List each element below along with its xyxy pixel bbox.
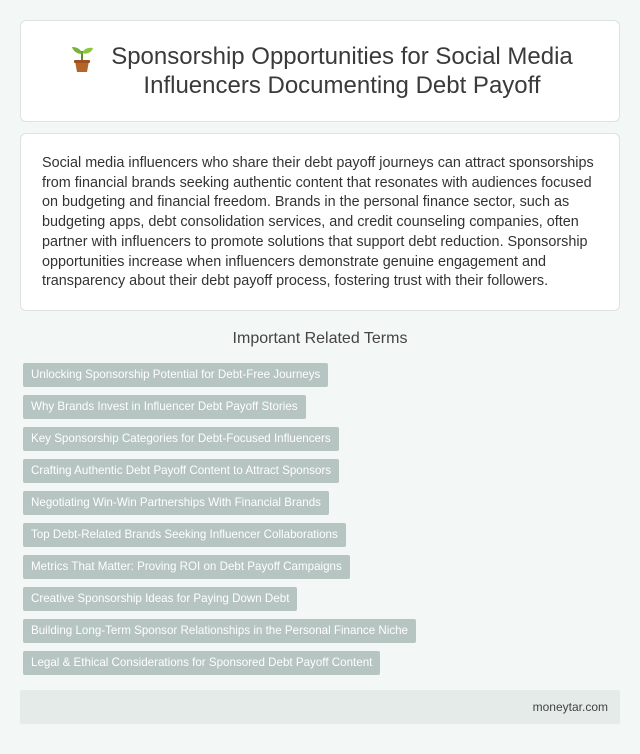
related-term-link[interactable]: Legal & Ethical Considerations for Sponsored Debt Payoff Content [23, 651, 380, 675]
related-term-link[interactable]: Creative Sponsorship Ideas for Paying Down Debt [23, 587, 297, 611]
related-term-link[interactable]: Key Sponsorship Categories for Debt-Focused Influencers [23, 427, 339, 451]
description-text: Social media influencers who share their debt payoff journeys can attract sponsorships from financial brands seeking authentic content that resonates with audiences focused on budgeting and financial freedom. Brands in the personal finance sector, such as budgeting apps, debt consolidation services, and credit counseling companies, often partner with influencers to promote solutions that support debt reduction. Sponsorship opportunities increase when influencers demonstrate genuine engagement and transparency about their debt payoff process, fostering trust with their followers. [42, 155, 594, 290]
related-term-link[interactable]: Top Debt-Related Brands Seeking Influencer Collaborations [23, 523, 346, 547]
description-card [20, 133, 620, 311]
related-terms-heading: Important Related Terms [232, 330, 408, 347]
related-term-link[interactable]: Why Brands Invest in Influencer Debt Payoff Stories [23, 395, 306, 419]
related-term-link[interactable]: Building Long-Term Sponsor Relationships in the Personal Finance Niche [23, 619, 416, 643]
related-term-link[interactable]: Metrics That Matter: Proving ROI on Debt Payoff Campaigns [23, 555, 350, 579]
page-title: Sponsorship Opportunities for Social Media Influencers Documenting Debt Payoff [111, 43, 573, 99]
sprout-icon [67, 44, 97, 74]
header-card [20, 20, 620, 122]
header-inner [67, 42, 573, 100]
related-term-link[interactable]: Unlocking Sponsorship Potential for Debt-Free Journeys [23, 363, 328, 387]
related-term-link[interactable]: Crafting Authentic Debt Payoff Content to Attract Sponsors [23, 459, 339, 483]
footer-site-link[interactable]: moneytar.com [532, 700, 608, 714]
footer [20, 690, 620, 724]
related-term-link[interactable]: Negotiating Win-Win Partnerships With Financial Brands [23, 491, 329, 515]
